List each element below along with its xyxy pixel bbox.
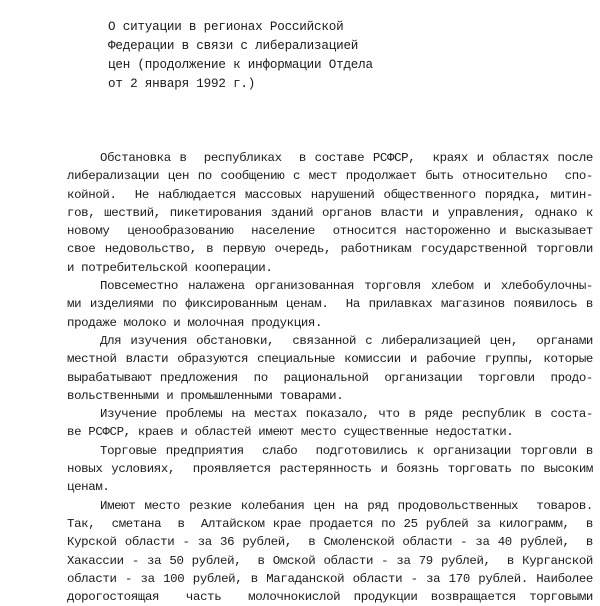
text-line: дорогостоящая часть молочнокислой продукции возвращается торговыми <box>67 590 593 605</box>
paragraph <box>67 332 593 405</box>
text-line: новых условиях, проявляется растерянность и боязнь торговать по высоким <box>67 462 593 477</box>
document-body <box>67 149 593 606</box>
text-line: Торговые предприятия слабо подготовились к организации торговли в <box>100 443 593 458</box>
text-line: гов, шествий, пикетирования зданий органов власти и управления, однако к <box>67 205 593 220</box>
text-line: ценам. <box>67 480 110 495</box>
paragraph <box>67 405 593 442</box>
text-line: продаже молоко и молочная продукция. <box>67 315 323 330</box>
paragraph <box>67 442 593 497</box>
text-line: Обстановка в республиках в составе РСФСР, краях и областях после <box>100 151 593 165</box>
text-line: Хакассии - за 50 рублей, в Омской области - за 79 рублей, в Курганской <box>67 553 593 568</box>
title-line: Федерации в связи с либерализацией <box>108 39 359 53</box>
title-line: от 2 января 1992 г.) <box>108 77 256 91</box>
text-line: Повсеместно налажена организованная торговля хлебом и хлебобулочны- <box>100 279 593 294</box>
text-line: Курской области - за 36 рублей, в Смоленской области - за 40 рублей, в <box>67 535 593 550</box>
text-line: вырабатывают предложения по рациональной организации торговли продо- <box>67 370 593 385</box>
text-line: новому ценообразованию население относится настороженно и высказывает <box>67 224 593 239</box>
text-line: ми изделиями по фиксированным ценам. На прилавках магазинов появилось в <box>67 297 593 312</box>
title-line: О ситуации в регионах Российской <box>108 20 344 34</box>
paragraph <box>67 497 593 606</box>
text-line: койной. Не наблюдается массовых нарушений общественного порядка, митин- <box>67 187 593 202</box>
text-line: Имеют место резкие колебания цен на ряд продовольственных товаров. <box>100 498 593 513</box>
text-line: свое недовольство, в первую очередь, работникам государственной торговли <box>67 242 593 257</box>
text-line: ве РСФСР, краев и областей имеют место существенные недостатки. <box>67 425 514 440</box>
text-line: Изучение проблемы на местах показало, что в ряде республик в соста- <box>100 407 593 422</box>
text-line: либерализации цен по сообщению с мест продолжает быть относительно спо- <box>67 169 593 184</box>
text-line: области - за 100 рублей, в Магаданской области - за 170 рублей. Наиболее <box>67 571 593 586</box>
paragraph <box>67 149 593 277</box>
text-line: Так, сметана в Алтайском крае продается по 25 рублей за килограмм, в <box>67 516 593 531</box>
text-line: и потребительской кооперации. <box>67 260 273 275</box>
text-line: Для изучения обстановки, связанной с либерализацией цен, органами <box>100 333 593 348</box>
text-line: местной власти образуются специальные комиссии и рабочие группы, которые <box>67 352 593 367</box>
paragraph <box>67 277 593 332</box>
title-line: цен (продолжение к информации Отдела <box>108 58 373 72</box>
text-line: вольственными и промышленными товарами. <box>67 388 344 403</box>
document-title <box>108 18 428 94</box>
